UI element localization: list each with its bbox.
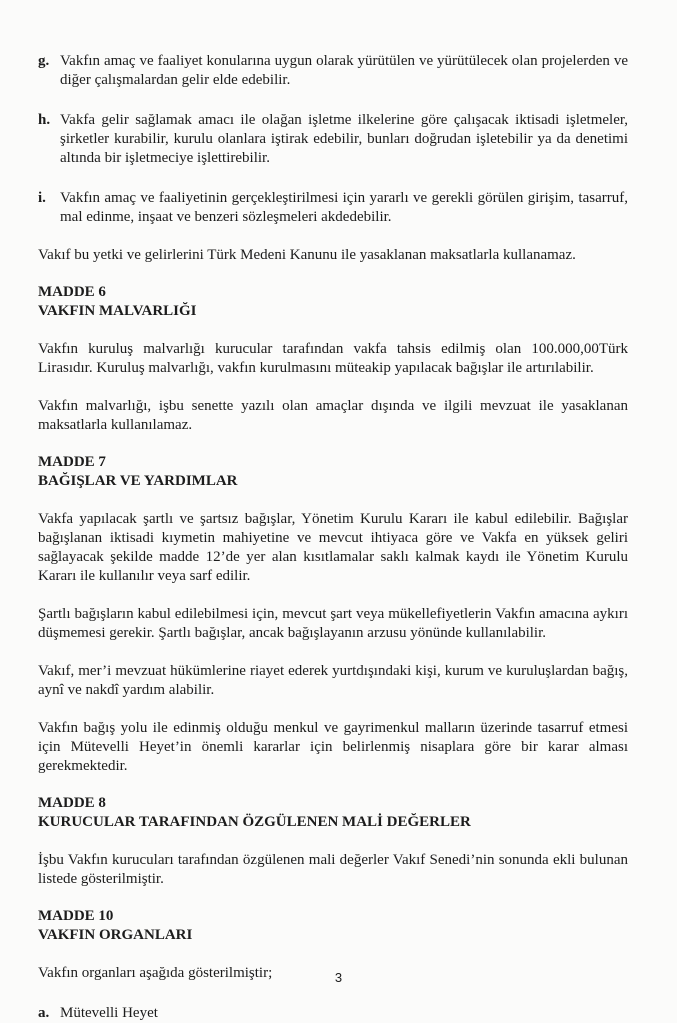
article-title: VAKFIN MALVARLIĞI (38, 303, 197, 319)
article-number: MADDE 6 (38, 284, 106, 300)
article-title: VAKFIN ORGANLARI (38, 927, 193, 943)
article-title: BAĞIŞLAR VE YARDIMLAR (38, 473, 238, 489)
list-item-h (38, 111, 628, 168)
paragraph: İşbu Vakfın kurucuları tarafından özgülenen mali değerler Vakıf Senedi’nin sonunda ekli bulunan listede gösterilmiştir. (38, 852, 628, 887)
section-heading-madde10 (38, 907, 628, 945)
article-number: MADDE 10 (38, 908, 114, 924)
paragraph-yetki: Vakıf bu yetki ve gelirlerini Türk Medeni Kanunu ile yasaklanan maksatlarla kullanamaz. (38, 247, 576, 263)
list-item-a (38, 1004, 628, 1023)
list-label: a. (38, 1005, 50, 1021)
paragraph: Vakfın bağış yolu ile edinmiş olduğu menkul ve gayrimenkul malların üzerinde tasarruf etmesi için Mütevelli Heyet’in önemli kararlar için belirlenmiş nisaplara göre bir karar alması gerekmektedir. (38, 720, 628, 774)
list-item-g (38, 52, 628, 90)
document-page (38, 52, 628, 1023)
list-label: g. (38, 53, 50, 69)
paragraph: Vakfın organları aşağıda gösterilmiştir; (38, 965, 273, 981)
article-number: MADDE 8 (38, 795, 106, 811)
paragraph: Vakfın malvarlığı, işbu senette yazılı olan amaçlar dışında ve ilgili mevzuat ile yasaklanan maksatlarla kullanılamaz. (38, 398, 628, 433)
list-item-i (38, 189, 628, 227)
list-text: Mütevelli Heyet (60, 1005, 158, 1021)
article-number: MADDE 7 (38, 454, 106, 470)
list-label: i. (38, 190, 46, 206)
paragraph: Vakfa yapılacak şartlı ve şartsız bağışlar, Yönetim Kurulu Kararı ile kabul edilebilir. Bağışlar bağışlanan iktisadi kıymetin mahiyetine ve mevcut ihtiyaca göre ve Vakfa en yüksek geliri sağlayacak şekilde madde 12’de yer alan kısıtlamalar saklı kalmak kaydı ile Yönetim Kurulu Kararı ile kullanılır veya sarf edilir. (38, 511, 628, 584)
list-text: Vakfa gelir sağlamak amacı ile olağan işletme ilkelerine göre çalışacak iktisadi işletmeler, şirketler kurabilir, kurulu olanlara iştirak edebilir, bunları doğrudan işletebilir ya da denetimi altında bir işletmeciye işlettirebilir. (60, 112, 628, 166)
paragraph: Şartlı bağışların kabul edilebilmesi için, mevcut şart veya mükellefiyetlerin Vakfın amacına aykırı düşmemesi gerekir. Şartlı bağışlar, ancak bağışlayanın arzusu yönünde kullanılabilir. (38, 606, 628, 641)
list-text: Vakfın amaç ve faaliyetinin gerçekleştirilmesi için yararlı ve gerekli görülen girişim, tasarruf, mal edinme, inşaat ve benzeri sözleşmeleri akdedebilir. (60, 190, 628, 225)
list-label: h. (38, 112, 51, 128)
section-heading-madde8 (38, 794, 628, 832)
section-heading-madde6 (38, 283, 628, 321)
paragraph: Vakfın kuruluş malvarlığı kurucular tarafından vakfa tahsis edilmiş olan 100.000,00Türk Lirasıdır. Kuruluş malvarlığı, vakfın kurulmasını müteakip yapılacak bağışlar ile artırılabilir. (38, 341, 628, 376)
page-number: 3 (334, 970, 343, 985)
paragraph: Vakıf, mer’i mevzuat hükümlerine riayet ederek yurtdışındaki kişi, kurum ve kuruluşlardan bağış, aynî ve nakdî yardım alabilir. (38, 663, 628, 698)
list-text: Vakfın amaç ve faaliyet konularına uygun olarak yürütülen ve yürütülecek olan projelerden ve diğer çalışmalardan gelir elde edebilir. (60, 53, 628, 88)
article-title: KURUCULAR TARAFINDAN ÖZGÜLENEN MALİ DEĞERLER (38, 814, 471, 830)
section-heading-madde7 (38, 453, 628, 491)
